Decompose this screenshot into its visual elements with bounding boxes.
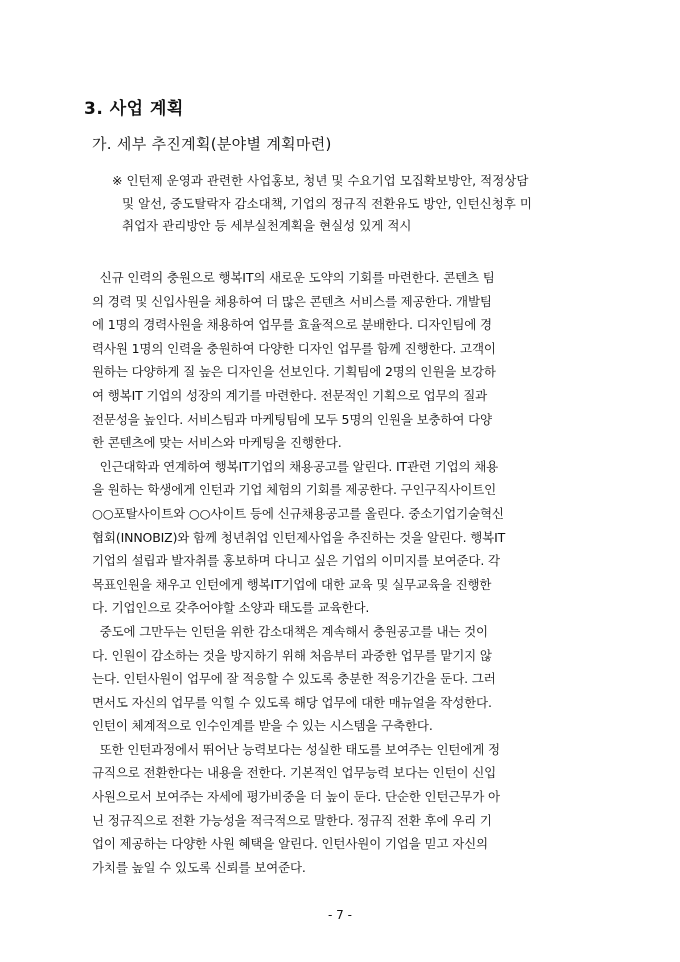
page-number: - 7 - <box>328 908 352 922</box>
body-line: 가치를 높일 수 있도록 신뢰를 보여준다. <box>92 859 306 875</box>
body-line: 인턴이 체계적으로 인수인계를 받을 수 있는 시스템을 구축한다. <box>92 718 433 734</box>
guidance-note <box>112 170 604 238</box>
body-line: 중도에 그만두는 인턴을 위한 감소대책은 계속해서 충원공고를 내는 것이 <box>92 623 488 639</box>
body-line: 협회(INNOBIZ)와 함께 청년취업 인턴제사업을 추진하는 것을 알린다. 행복IT <box>92 529 506 545</box>
body-line: 을 원하는 학생에게 인턴과 기업 체험의 기회를 제공한다. 구인구직사이트인 <box>92 482 497 498</box>
body-line: 닌 정규직으로 전환 가능성을 적극적으로 말한다. 정규직 전환 후에 우리 기 <box>92 812 492 828</box>
note-line: ※ 인턴제 운영과 관련한 사업홍보, 청년 및 수요기업 모집확보방안, 적정상담 <box>112 173 529 188</box>
body-line: 사원으로서 보여주는 자세에 평가비중을 더 높이 둔다. 단순한 인턴근무가 아 <box>92 789 500 805</box>
note-line: 및 알선, 중도탈락자 감소대책, 기업의 정규직 전환유도 방안, 인턴신청후 미 <box>122 195 532 211</box>
body-line: 면서도 자신의 업무를 익힐 수 있도록 해당 업무에 대한 매뉴얼을 작성한다. <box>92 694 492 710</box>
body-line: 업이 제공하는 다양한 사원 혜택을 알린다. 인턴사원이 기업을 믿고 자신의 <box>92 836 488 852</box>
body-line: 한 콘텐츠에 맞는 서비스와 마케팅을 진행한다. <box>92 435 342 451</box>
body-line: 규직으로 전환한다는 내용을 전한다. 기본적인 업무능력 보다는 인턴이 신입 <box>92 765 497 781</box>
body-line: 전문성을 높인다. 서비스팀과 마케팅팀에 모두 5명의 인원을 보충하여 다양 <box>92 411 492 427</box>
body-text <box>92 266 612 879</box>
body-line: 력사원 1명의 인력을 충원하여 다양한 디자인 업무를 함께 진행한다. 고객이 <box>92 340 496 356</box>
body-line: 여 행복IT 기업의 성장의 계기를 마련한다. 전문적인 기획으로 업무의 질과 <box>92 387 488 403</box>
body-line: 다. 기업인으로 갖추어야할 소양과 태도를 교육한다. <box>92 600 370 616</box>
body-line: 에 1명의 경력사원을 채용하여 업무를 효율적으로 분배한다. 디자인팀에 경 <box>92 317 492 333</box>
body-line: ○○포탈사이트와 ○○사이트 등에 신규채용공고를 올린다. 중소기업기술혁신 <box>92 505 504 521</box>
note-line: 취업자 관리방안 등 세부실천계획을 현실성 있게 적시 <box>122 218 412 233</box>
body-line: 또한 인턴과정에서 뛰어난 능력보다는 성실한 태도를 보여주는 인턴에게 정 <box>92 741 500 757</box>
body-line: 기업의 설립과 발자취를 홍보하며 다니고 싶은 기업의 이미지를 보여준다. 각 <box>92 553 500 569</box>
body-line: 원하는 다양하게 질 높은 디자인을 선보인다. 기획팀에 2명의 인원을 보강하 <box>92 364 496 380</box>
section-title: 3. 사업 계획 <box>84 99 184 119</box>
body-line: 의 경력 및 신입사원을 채용하여 더 많은 콘텐츠 서비스를 제공한다. 개발팀 <box>92 293 492 309</box>
subsection-title: 가. 세부 추진계획(분야별 계획마련) <box>92 135 332 153</box>
body-line: 목표인원을 채우고 인턴에게 행복IT기업에 대한 교육 및 실무교육을 진행한 <box>92 576 492 592</box>
body-line: 신규 인력의 충원으로 행복IT의 새로운 도약의 기회를 마련한다. 콘텐츠 팀 <box>92 270 495 285</box>
body-line: 는다. 인턴사원이 업무에 잘 적응할 수 있도록 충분한 적응기간을 둔다. 그러 <box>92 671 496 687</box>
body-line: 다. 인원이 감소하는 것을 방지하기 위해 처음부터 과중한 업무를 맡기지 않 <box>92 647 492 663</box>
body-line: 인근대학과 연계하여 행복IT기업의 채용공고를 알린다. IT관련 기업의 채용 <box>92 458 499 474</box>
